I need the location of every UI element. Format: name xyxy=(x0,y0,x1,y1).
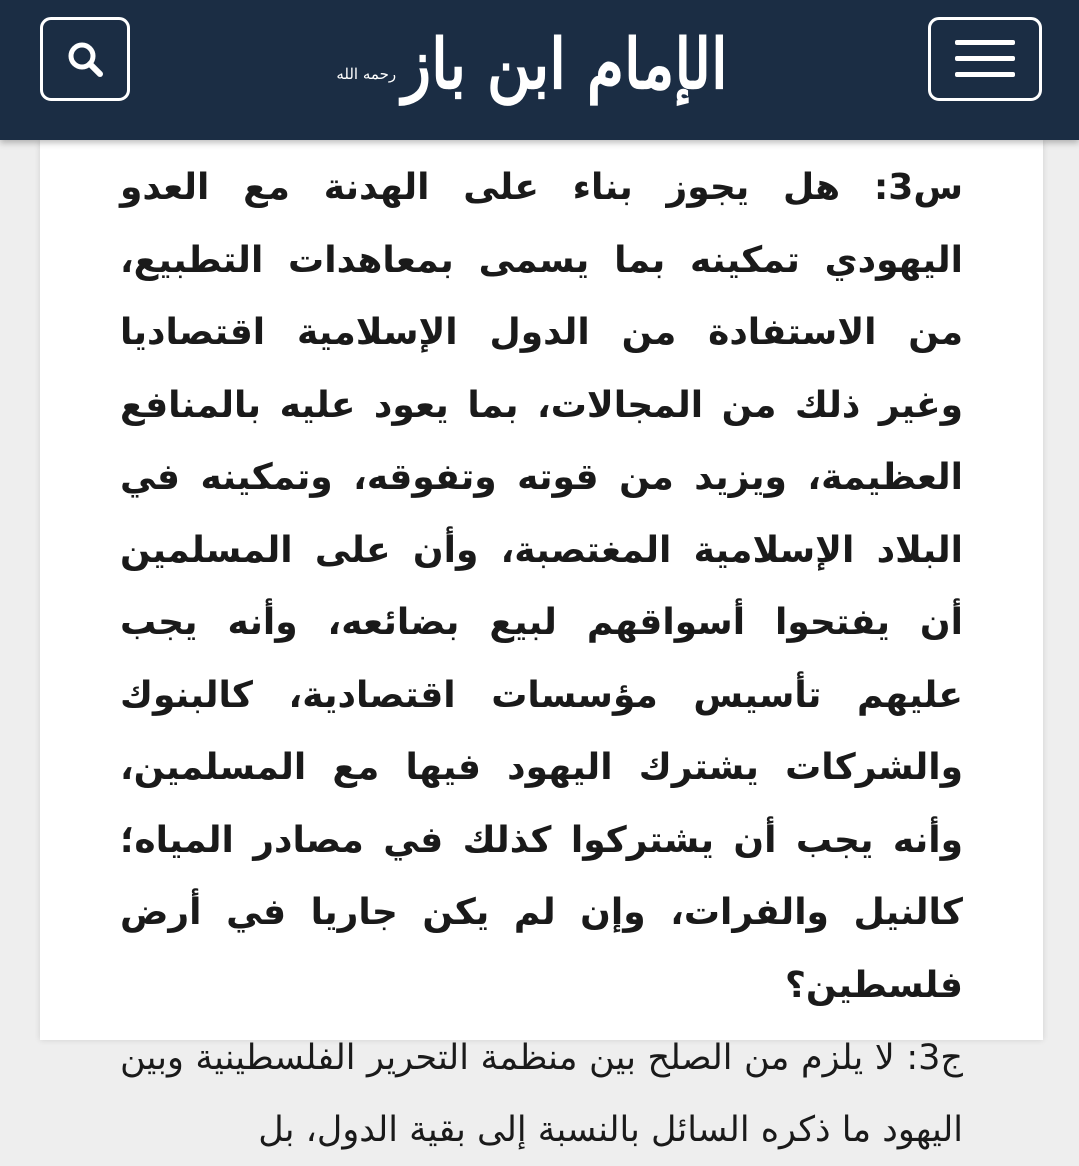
article-card xyxy=(40,140,1043,1150)
logo-title: الإمام ابن باز xyxy=(402,24,728,106)
search-icon xyxy=(65,39,105,79)
search-button[interactable] xyxy=(40,17,130,101)
logo-subtitle: رحمه الله xyxy=(336,65,397,83)
menu-button[interactable] xyxy=(928,17,1042,101)
site-logo[interactable] xyxy=(336,6,728,124)
question-text: س3: هل يجوز بناء على الهدنة مع العدو اليهودي تمكينه بما يسمى بمعاهدات التطبيع، من الاستفادة من الدول الإسلامية اقتصاديا وغير ذلك من المجالات، بما يعود عليه بالمنافع العظيمة، ويزيد من قوته وتفوقه، وتمكينه في البلاد الإسلامية المغتصبة، وأن على المسلمين أن يفتحوا أسواقهم لبيع بضائعه، وأنه يجب عليهم تأسيس مؤسسات اقتصادية، كالبنوك والشركات يشترك اليهود فيها مع المسلمين، وأنه يجب أن يشتركوا كذلك في مصادر المياه؛ كالنيل والفرات، وإن لم يكن جاريا في أرض فلسطين؟ xyxy=(120,167,963,1006)
article-content xyxy=(120,152,963,1166)
answer-text: ج3: لا يلزم من الصلح بين منظمة التحرير الفلسطينية وبين اليهود ما ذكره السائل بالنسبة إلى بقية الدول، بل xyxy=(120,1038,963,1150)
hamburger-menu-icon xyxy=(954,38,1016,80)
site-header xyxy=(0,0,1079,140)
